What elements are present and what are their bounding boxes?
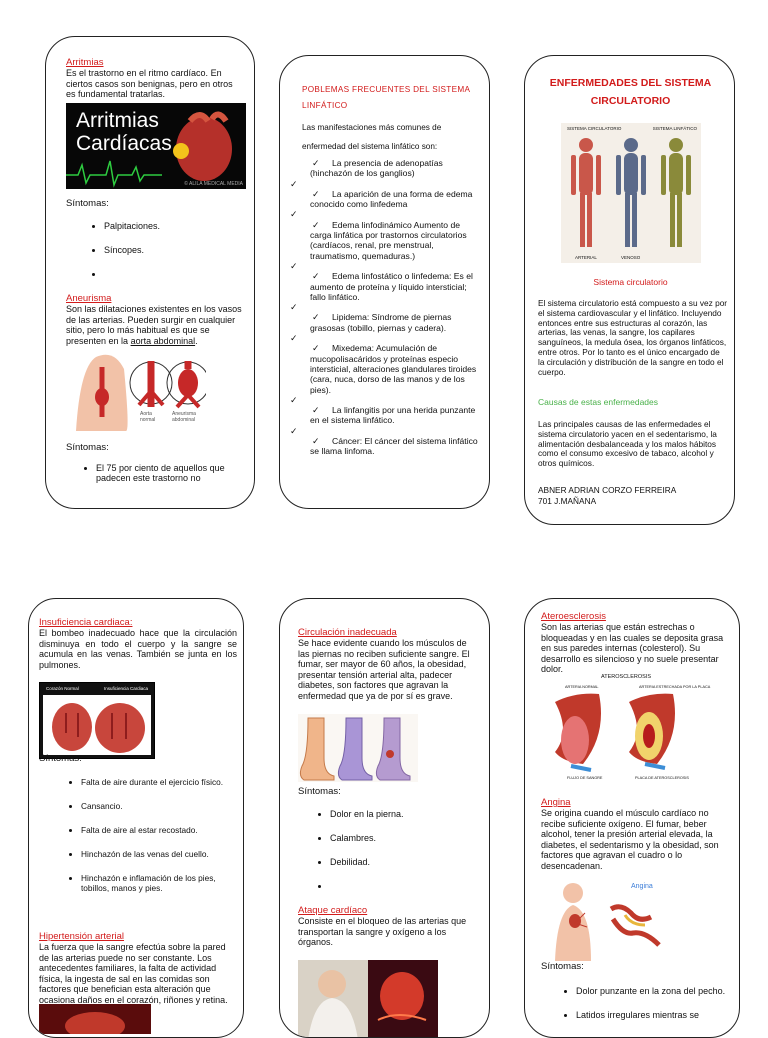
panel-insuficiencia (28, 598, 244, 1038)
arritmias-image-title-2: Cardíacas (76, 132, 172, 155)
sistema-desc: El sistema circulatorio está compuesto a su vez por el sistema cardiovascular y el linfático. Incluyendo entonces entre sus estructuras al corazón, las arterias, las venas, la sangre, los capilares sanguíneos, la medula ósea, los órganos linfáticos, entre otros. Por lo tanto es el único encargado de la circulación y distribución de la sangre en todo el cuerpo. (538, 298, 728, 377)
linfatico-item (290, 426, 482, 436)
hipertension-image (39, 1004, 151, 1034)
main-title: ENFERMEDADES DEL SISTEMA CIRCULATORIO (549, 77, 712, 107)
img-label-estrechada: ARTERIA ESTRECHADA POR LA PLACA (639, 685, 711, 689)
ataque-illustration (298, 960, 438, 1038)
ateroesclerosis-title: Ateroesclerosis (541, 611, 606, 622)
author-name: ABNER ADRIAN CORZO FERREIRA (538, 485, 677, 495)
sintoma-item: • Calambres. (330, 833, 478, 843)
sintoma-item: • Dolor en la pierna. (330, 809, 478, 819)
image-credit: © ALILA MEDICAL MEDIA (184, 181, 243, 187)
linfatico-item: ✓ Mixedema: Acumulación de mucopolisacáridos y proteínas especio intersticial, alteraciones glandulares tiroides (cara, nuca, dorso de las manos y de los pies). (290, 343, 482, 394)
aneurisma-end: . (195, 335, 198, 346)
linfatico-item: ✓ Cáncer: El cáncer del sistema linfático se llama linfoma. (290, 436, 482, 457)
hipertension-illustration (39, 1004, 151, 1034)
body-figures (561, 123, 701, 263)
sintoma-item: • Latidos irregulares mientras se (576, 1010, 733, 1020)
angina-illustration (551, 879, 677, 961)
ataque-desc: Consiste en el bloqueo de las arterias que transportan la sangre y oxígeno a los órganos. (298, 916, 467, 947)
label-venoso: VENOSO (621, 255, 641, 260)
feet-illustration (298, 714, 418, 782)
insuficiencia-title: Insuficiencia cardiaca: (39, 617, 133, 628)
linfatico-item (290, 395, 482, 405)
sintoma-item: • El 75 por ciento de aquellos que padecen este trastorno no (96, 463, 248, 483)
causas-desc: Las principales causas de las enfermedades el sistema circulatorio yacen en el sedentarismo, la alimentación desbalanceada y los malos hábitos como el consumo excesivo de tabaco, alcohol y otros químicos. (538, 419, 717, 469)
label-corazon-normal: Corazón Normal (46, 686, 79, 691)
label-arterial: ARTERIAL (575, 255, 597, 260)
circulacion-title: Circulación inadecuada (298, 627, 397, 638)
linfatico-item (290, 209, 482, 219)
circulatory-image (561, 123, 701, 263)
sintoma-item (104, 269, 246, 279)
panel-sistema-circulatorio (524, 55, 735, 525)
aneurisma-title: Aneurisma (66, 293, 112, 304)
hipertension-desc: La fuerza que la sangre efectúa sobre la pared de las arterias puede no ser constante. Los antecedentes familiares, la falta de actividad física, la ingesta de sal en las comidas son factores que benefician esta alteración que ocasiona daños en el corazón, riñones y retina. (39, 942, 228, 1005)
arritmias-title: Arritmias (66, 57, 104, 68)
sintomas-label: Síntomas: (66, 198, 109, 209)
sintoma-item: • Falta de aire durante el ejercicio físico. (81, 777, 237, 787)
ateroesclerosis-image (541, 674, 711, 786)
causas-title: Causas de estas enfermedades (538, 397, 659, 407)
panel-arritmias (45, 36, 255, 509)
linfatico-item (290, 261, 482, 271)
linfatico-item: ✓ Edema linfodinámico Aumento de carga linfática por trastornos circulatorios (cardíacos, renal, pre menstrual, traumatismo, quemaduras.) (290, 220, 482, 261)
ecg-trace (66, 103, 246, 189)
arritmias-image (66, 103, 246, 189)
img-label-flujo: FLUJO DE SANGRE (567, 776, 603, 780)
arritmias-image-title-1: Arritmias (76, 109, 159, 132)
linfatico-item (290, 333, 482, 343)
aorta-abdominal-link[interactable]: aorta abdominal (130, 335, 196, 346)
label-insuficiencia: Insuficiencia Cardiaca (104, 686, 149, 691)
hearts-illustration (40, 683, 154, 758)
img-title: ATEROSCLEROSIS (600, 674, 652, 680)
ataque-image (298, 960, 438, 1038)
hipertension-title: Hipertensión arterial (39, 931, 125, 942)
sintoma-item: • Palpitaciones. (104, 221, 246, 231)
img-label-placa: PLACA DE ATEROSCLEROSIS (635, 776, 689, 780)
ateroesclerosis-desc: Son las arterias que están estrechas o bloqueadas y en las cuales se deposita grasa en sus paredes internas (colesterol). Su desarrollo es silencioso y no suele presentar dolor. (541, 622, 724, 674)
ataque-title: Ataque cardíaco (298, 905, 368, 916)
sintoma-item: • Síncopes. (104, 245, 246, 255)
angina-image (551, 879, 677, 961)
sintoma-item: • Dolor punzante en la zona del pecho. (576, 986, 733, 996)
subtitle-sistema: Sistema circulatorio (593, 277, 668, 287)
sintoma-item: • Debilidad. (330, 857, 478, 867)
label-sistema-circulatorio: SISTEMA CIRCULATORIO (567, 126, 622, 131)
linfatico-item: ✓ La linfangitis por una herida punzante en el sistema linfático. (290, 405, 482, 426)
linfatico-title: POBLEMAS FRECUENTES DEL SISTEMA LINFÁTICO (302, 85, 470, 110)
angina-img-title: Angina (631, 883, 653, 890)
panel-ateroesclerosis (524, 598, 740, 1038)
angina-desc: Se origina cuando el músculo cardíaco no recibe suficiente oxígeno. El fumar, beber alcohol, tener la presión arterial elevada, la diabetes, el sedentarismo y la obesidad, son factores que agravan el cuadro o lo desencadenan. (541, 808, 719, 871)
linfatico-item: ✓ La presencia de adenopatías (hinchazón de los ganglios) (290, 158, 482, 179)
sintoma-item: • Falta de aire al estar recostado. (81, 825, 237, 835)
sintoma-item: • Cansancio. (81, 801, 237, 811)
aneurisma-desc: Son las dilataciones existentes en los vasos de las arterias. Pueden surgir en cualquier sitio, pero lo más habitual es que se presenten en la (66, 304, 242, 346)
linfatico-intro: Las manifestaciones más comunes de enfermedad del sistema linfático son: (302, 123, 442, 151)
linfatico-item (290, 302, 482, 312)
linfatico-item: ✓ Edema linfostático o linfedema: Es el aumento de proteína y líquido intersticial; fallo linfático. (290, 271, 482, 302)
aneurisma-abdominal-label: Aneurisma abdominal (172, 411, 196, 423)
sintoma-item: • Hinchazón de las venas del cuello. (81, 849, 237, 859)
arritmias-desc: Es el trastorno en el ritmo cardíaco. En ciertos casos son benignas, pero en otros es fundamental tratarlas. (66, 68, 233, 99)
sintomas-label: Síntomas: (541, 961, 584, 972)
sintomas-label: Síntomas: (298, 786, 341, 797)
angina-title: Angina (541, 797, 571, 808)
panel-circulacion (279, 598, 490, 1038)
img-label-normal: ARTERIA NORMAL (565, 685, 599, 689)
insuficiencia-desc: El bombeo inadecuado hace que la circulación disminuya en todo el cuerpo y la sangre se acumula en las venas. También se junta en los pulmones. (39, 628, 237, 670)
arteries-illustration (541, 674, 711, 786)
circulacion-desc: Se hace evidente cuando los músculos de las piernas no reciben suficiente sangre. El fumar, ser mayor de 60 años, la obesidad, presentar tensión arterial alta, padecer diabetes, son factores que agravan la enfermedad que ya de por sí es grave. (298, 638, 470, 701)
linfatico-item: ✓ Lipidema: Síndrome de piernas grasosas (tobillo, piernas y cadera). (290, 312, 482, 333)
sintoma-item: • Hinchazón e inflamación de los pies, tobillos, manos y pies. (81, 873, 237, 893)
linfatico-item (290, 179, 482, 189)
sintoma-item (330, 881, 478, 891)
feet-image (298, 714, 418, 782)
aorta-normal-label: Aorta normal (140, 411, 156, 423)
label-sistema-linfatico: SISTEMA LINFÁTICO (652, 126, 697, 131)
panel-linfatico (279, 55, 490, 509)
linfatico-item: ✓ La aparición de una forma de edema conocido como linfedema (290, 189, 482, 210)
insuficiencia-image (39, 682, 155, 759)
aneurisma-image (66, 347, 206, 431)
sintomas2-label: Síntomas: (66, 442, 109, 453)
sintomas-label: Síntomas: (39, 753, 82, 764)
author-group: 701 J.MAÑANA (538, 496, 597, 506)
